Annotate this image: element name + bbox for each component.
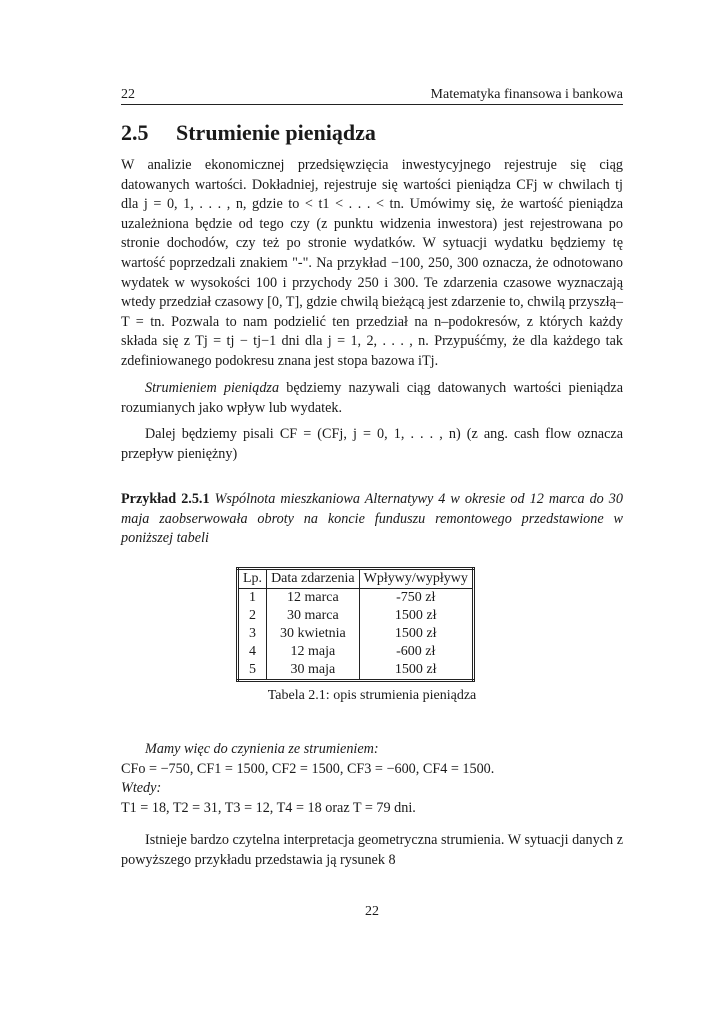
section-number: 2.5 (121, 120, 149, 145)
table-cell: 30 maja (267, 661, 360, 681)
example-solution (121, 740, 623, 818)
solution-intro: Mamy więc do czynienia ze strumieniem: (145, 741, 379, 757)
table-cell: 30 marca (267, 607, 360, 625)
table-row (238, 607, 474, 625)
section-heading (121, 120, 376, 146)
table-caption: Tabela 2.1: opis strumienia pieniądza (267, 688, 477, 703)
paragraph-notation: Dalej będziemy pisali CF = (CFj, j = 0, 1, . . . , n) (z ang. cash flow oznacza przepływ pieniężny) (121, 426, 623, 462)
cashflow-table (236, 567, 475, 682)
paragraph-intro: W analizie ekonomicznej przedsięwzięcia inwestycyjnego rejestruje się ciąg datowanych wartości. Dokładniej, rejestruje się wartości pieniądza CFj w chwilach tj dla j = 0, 1, . . . , n, gdzie to < t1 < . . . < tn. Umówimy się, że wartość pieniądza uzależniona będzie od tego czy (z punktu widzenia inwestora) jest rejestrowana po stronie dochodów, czy też po stronie wydatków. W sytuacji wydatku będziemy tę wartość poprzedzali znakiem "-". Na przykład −100, 250, 300 oznacza, że odnotowano wydatek w wysokości 100 i przychody 250 i 300. Te zdarzenia czasowe wyznaczają wtedy przedział czasowy [0, T], gdzie chwilą bieżącą jest zdarzenie to, chwilą przyszłą–T = tn. Pozwala to nam podzielić ten przedział na n–podokresów, z których każdy składa się z Tj = tj − tj−1 dni dla j = 1, 2, . . . , n. Przypuśćmy, że dla każdego tak zdefiniowanego podokresu znana jest stopa bazowa iTj. (121, 157, 623, 369)
table-cell: 1500 zł (359, 625, 473, 643)
table-cell: 4 (249, 644, 257, 659)
period-lengths: T1 = 18, T2 = 31, T3 = 12, T4 = 18 oraz T = 79 dni. (121, 799, 416, 816)
table-cell: -600 zł (359, 643, 473, 661)
table-row (238, 643, 474, 661)
definition-text: będziemy nazywali ciąg datowanych wartości pieniądza rozumianych jako wpływ lub wydatek. (121, 380, 624, 416)
table-cell: -750 zł (359, 589, 473, 608)
table-cell: 3 (249, 626, 257, 641)
solution-then: Wtedy: (121, 780, 162, 797)
table-row (238, 589, 474, 608)
example-label: Przykład 2.5.1 (121, 491, 210, 507)
footer-page-number: 22 (365, 904, 379, 919)
table-cell: 30 kwietnia (267, 625, 360, 643)
paragraph-definition (121, 379, 623, 418)
table-row (238, 625, 474, 643)
table-cell: 2 (249, 608, 257, 623)
header-page-number: 22 (121, 87, 135, 102)
table-cell: 1 (249, 590, 257, 605)
example-text: Wspólnota mieszkaniowa Alternatywy 4 w okresie od 12 marca do 30 maja zaobserwowała obroty na koncie funduszu remontowego przedstawione w poniższej tabeli (121, 491, 623, 547)
table-header-row (238, 569, 474, 589)
table-cell: 12 marca (267, 589, 360, 608)
section-title: Strumienie pieniądza (176, 120, 376, 145)
table-header-cell: Lp. (238, 569, 267, 589)
cashflow-table-wrapper (236, 567, 475, 682)
cashflow-values: CFo = −750, CF1 = 1500, CF2 = 1500, CF3 = −600, CF4 = 1500. (121, 760, 495, 777)
table-cell: 5 (249, 662, 257, 677)
running-header (121, 87, 623, 103)
table-cell: 12 maja (267, 643, 360, 661)
paragraph-geometric: Istnieje bardzo czytelna interpretacja geometryczna strumienia. W sytuacji danych z powyższego przykładu przedstawia ją rysunek 8 (121, 832, 623, 868)
table-row (238, 661, 474, 681)
table-header-cell: Wpływy/wypływy (359, 569, 473, 589)
definition-term: Strumieniem pieniądza (145, 380, 280, 396)
table-header-cell: Data zdarzenia (267, 569, 360, 589)
header-running-title: Matematyka finansowa i bankowa (430, 87, 623, 102)
example-block (121, 490, 623, 549)
header-rule (121, 104, 623, 105)
table-cell: 1500 zł (359, 661, 473, 681)
table-cell: 1500 zł (359, 607, 473, 625)
